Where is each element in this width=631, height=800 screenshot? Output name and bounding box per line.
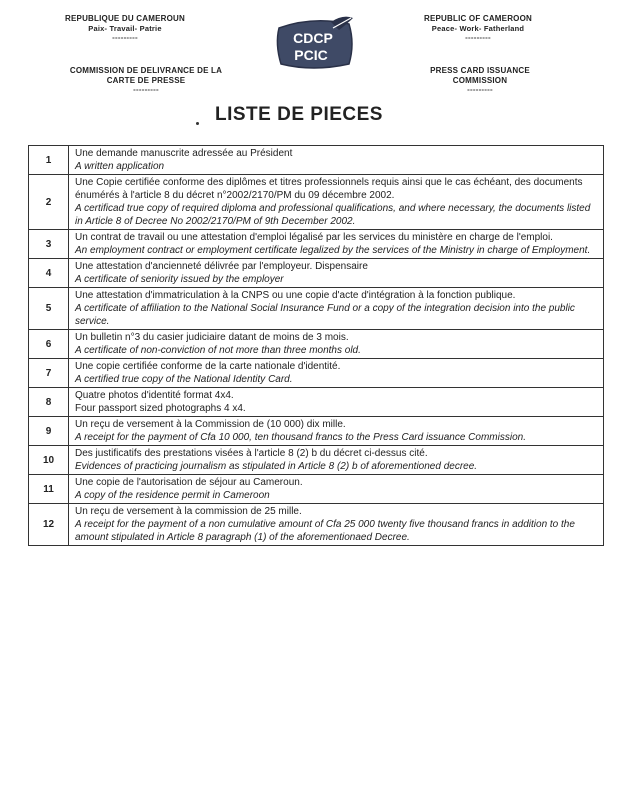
header-line: REPUBLIQUE DU CAMEROUN <box>65 14 185 23</box>
item-text-en: An employment contract or employment certificate legalized by the services of the Ministry in charge of Employment. <box>75 245 591 256</box>
item-description <box>69 175 604 230</box>
table-row <box>29 230 604 259</box>
item-description <box>69 388 604 417</box>
item-number: 8 <box>29 388 69 417</box>
item-description <box>69 259 604 288</box>
item-text-fr: Une attestation d'ancienneté délivrée par l'employeur. Dispensaire <box>75 261 368 272</box>
item-description <box>69 146 604 175</box>
header-line: CARTE DE PRESSE <box>106 76 186 85</box>
item-text-en: A certified true copy of the National Identity Card. <box>75 374 293 385</box>
header-dashes: --------- <box>465 33 491 42</box>
table-row <box>29 417 604 446</box>
item-description <box>69 417 604 446</box>
item-number: 7 <box>29 359 69 388</box>
item-description <box>69 359 604 388</box>
header-dashes: --------- <box>467 85 493 94</box>
item-text-fr: Une demande manuscrite adressée au Président <box>75 148 293 159</box>
item-text-fr: Une Copie certifiée conforme des diplômes et titres professionnels requis ainsi que le cas échéant, des documents énumérés à l'article 8 du décret n°2002/2170/PM du 09 décembre 2002. <box>75 177 583 201</box>
item-text-en: A certificate of affiliation to the National Social Insurance Fund or a copy of the integration decision into the public service. <box>75 303 575 327</box>
item-text-en: A certificad true copy of required diploma and professional qualifications, and where necessary, the documents listed in Article 8 of Decree No 2002/2170/PM of 9th December 2002. <box>75 203 591 227</box>
cdcp-logo-icon <box>273 14 357 74</box>
header-commission-fr <box>48 66 244 94</box>
item-text-en: A written application <box>75 161 165 172</box>
item-text-fr: Un contrat de travail ou une attestation d'emploi légalisé par les services du ministère en charge de l'emploi. <box>75 232 553 243</box>
header-republic-fr <box>50 14 200 42</box>
table-row <box>29 259 604 288</box>
item-description <box>69 330 604 359</box>
table-row <box>29 475 604 504</box>
logo-text-bottom: PCIC <box>294 47 328 63</box>
item-number: 4 <box>29 259 69 288</box>
logo-text-top: CDCP <box>293 30 333 46</box>
table-row <box>29 388 604 417</box>
header-line: PRESS CARD ISSUANCE <box>430 66 530 75</box>
header-line: COMMISSION <box>452 76 508 85</box>
item-text-fr: Une copie de l'autorisation de séjour au Cameroun. <box>75 477 303 488</box>
item-number: 1 <box>29 146 69 175</box>
header-line: REPUBLIC OF CAMEROON <box>424 14 532 23</box>
item-text-en: Four passport sized photographs 4 x4. <box>75 403 246 414</box>
item-description <box>69 446 604 475</box>
item-text-fr: Quatre photos d'identité format 4x4. <box>75 390 234 401</box>
item-text-en: A certificate of non-conviction of not more than three months old. <box>75 345 361 356</box>
item-text-fr: Un reçu de versement à la commission de 25 mille. <box>75 506 302 517</box>
item-text-fr: Des justificatifs des prestations visées à l'article 8 (2) b du décret ci-dessus cité. <box>75 448 428 459</box>
item-number: 5 <box>29 288 69 330</box>
header-dashes: --------- <box>133 85 159 94</box>
table-row <box>29 146 604 175</box>
header-line: COMMISSION DE DELIVRANCE DE LA <box>69 66 223 75</box>
item-text-en: A receipt for the payment of Cfa 10 000, ten thousand francs to the Press Card issuance Commission. <box>75 432 526 443</box>
item-number: 2 <box>29 175 69 230</box>
table-row <box>29 288 604 330</box>
table-row <box>29 446 604 475</box>
table-row <box>29 175 604 230</box>
table-row <box>29 359 604 388</box>
item-text-en: A receipt for the payment of a non cumulative amount of Cfa 25 000 twenty five thousand francs in addition to the amount stipulated in Article 8 paragraph (1) of the aforementionaed Decree. <box>75 519 575 543</box>
item-text-en: A certificate of seniority issued by the employer <box>75 274 284 285</box>
header-commission-en <box>403 66 557 94</box>
title-bullet <box>196 122 199 125</box>
item-number: 11 <box>29 475 69 504</box>
item-description <box>69 288 604 330</box>
item-text-fr: Une copie certifiée conforme de la carte nationale d'identité. <box>75 361 341 372</box>
item-description <box>69 475 604 504</box>
header-republic-en <box>403 14 553 42</box>
item-number: 9 <box>29 417 69 446</box>
item-text-fr: Un bulletin n°3 du casier judiciaire datant de moins de 3 mois. <box>75 332 349 343</box>
item-text-fr: Une attestation d'immatriculation à la CNPS ou une copie d'acte d'intégration à la fonction publique. <box>75 290 516 301</box>
item-number: 10 <box>29 446 69 475</box>
table-row <box>29 504 604 546</box>
item-text-en: Evidences of practicing journalism as stipulated in Article 8 (2) b of aforementioned decree. <box>75 461 478 472</box>
header-motto: Peace- Work- Fatherland <box>431 24 525 33</box>
item-description <box>69 504 604 546</box>
table-row <box>29 330 604 359</box>
item-number: 12 <box>29 504 69 546</box>
header-motto: Paix- Travail- Patrie <box>88 24 162 33</box>
item-number: 3 <box>29 230 69 259</box>
header-dashes: --------- <box>112 33 138 42</box>
item-description <box>69 230 604 259</box>
item-text-en: A copy of the residence permit in Cameroon <box>75 490 270 501</box>
page-title: LISTE DE PIECES <box>215 104 383 125</box>
pieces-table <box>28 145 604 546</box>
item-number: 6 <box>29 330 69 359</box>
item-text-fr: Un reçu de versement à la Commission de (10 000) dix mille. <box>75 419 346 430</box>
